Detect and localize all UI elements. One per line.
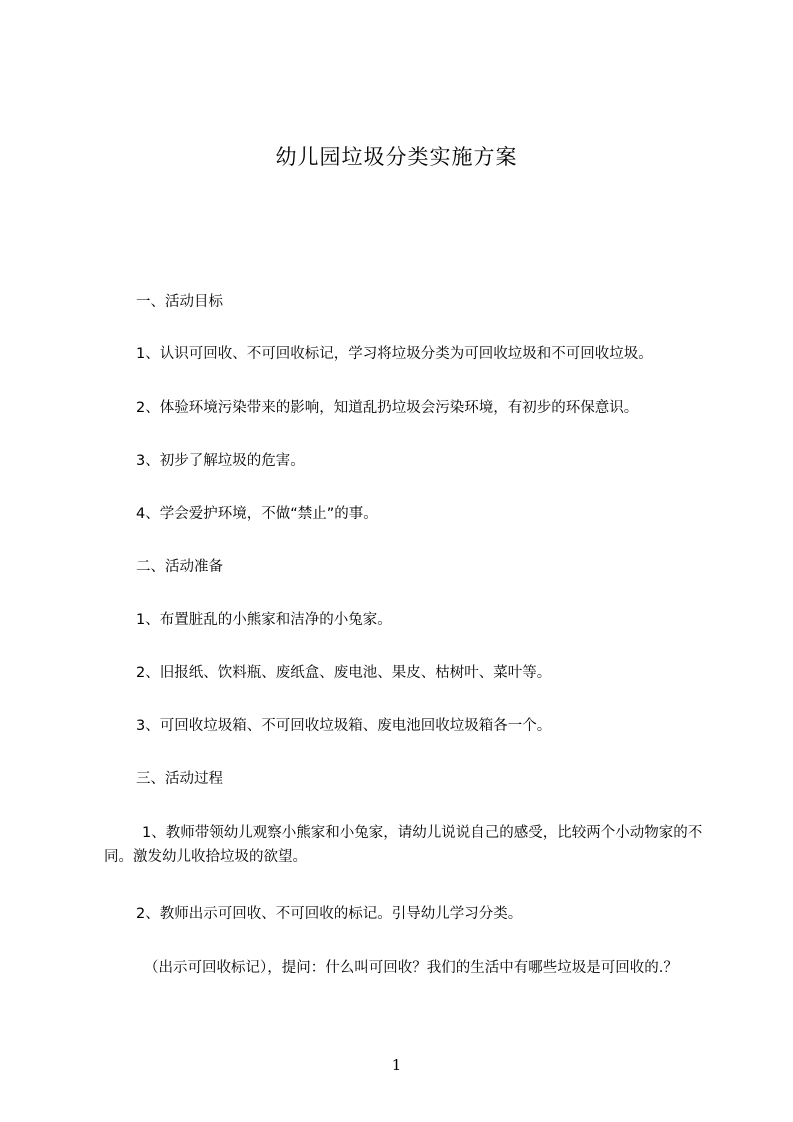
goal-item-3: 3、初步了解垃圾的危害。	[136, 453, 305, 469]
preparation-item-2: 2、旧报纸、饮料瓶、废纸盒、废电池、果皮、枯树叶、菜叶等。	[136, 665, 552, 681]
section-heading-goals: 一、活动目标	[136, 294, 223, 310]
goal-item-1: 1、认识可回收、不可回收标记，学习将垃圾分类为可回收垃圾和不可回收垃圾。	[136, 346, 653, 362]
section-heading-preparation: 二、活动准备	[136, 559, 223, 575]
process-item-1: 1、教师带领幼儿观察小熊家和小兔家，请幼儿说说自己的感受，比较两个小动物家的不同。激发幼儿收拾垃圾的欲望。	[104, 825, 703, 865]
process-question: （出示可回收标记），提问：什么叫可回收？我们的生活中有哪些垃圾是可回收的.？	[144, 960, 678, 976]
document-title: 幼儿园垃圾分类实施方案	[275, 145, 518, 169]
page-number: 1	[391, 1056, 402, 1074]
goal-item-4: 4、学会爱护环境，不做“禁止”的事。	[136, 506, 378, 522]
section-heading-process: 三、活动过程	[136, 771, 223, 787]
preparation-item-1: 1、布置脏乱的小熊家和洁净的小兔家。	[136, 612, 392, 628]
goal-item-2: 2、体验环境污染带来的影响，知道乱扔垃圾会污染环境，有初步的环保意识。	[136, 400, 639, 416]
process-item-2: 2、教师出示可回收、不可回收的标记。引导幼儿学习分类。	[136, 906, 523, 922]
preparation-item-3: 3、可回收垃圾箱、不可回收垃圾箱、废电池回收垃圾箱各一个。	[136, 718, 552, 734]
